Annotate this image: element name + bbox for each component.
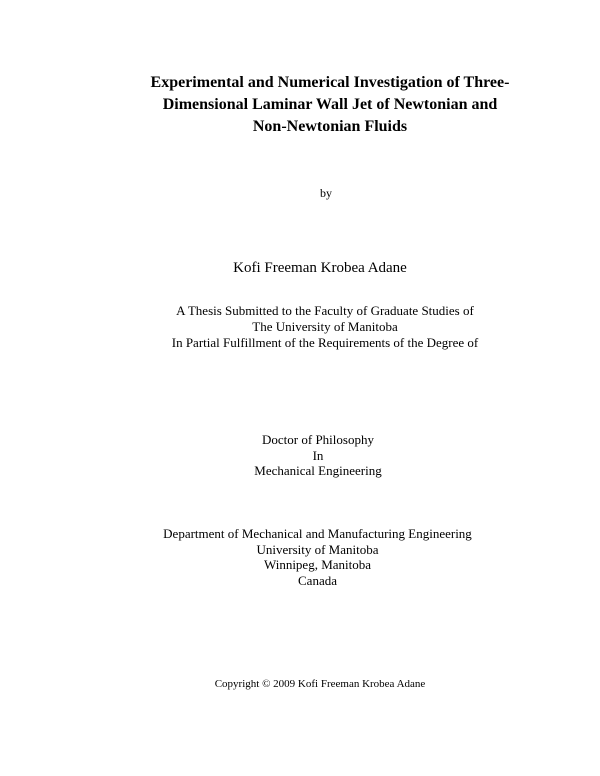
department-line: Winnipeg, Manitoba — [263, 557, 372, 572]
thesis-title-line: Experimental and Numerical Investigation of Three- — [150, 74, 510, 91]
degree-line: Mechanical Engineering — [254, 463, 382, 478]
author-name: Kofi Freeman Krobea Adane — [233, 260, 407, 276]
submission-line: The University of Manitoba — [252, 319, 398, 334]
by-label: by — [320, 186, 332, 200]
department-line: Department of Mechanical and Manufacturing Engineering — [163, 526, 472, 541]
submission-line: In Partial Fulfillment of the Requirements of the Degree of — [171, 335, 479, 350]
department-block — [130, 526, 505, 588]
copyright-notice: Copyright © 2009 Kofi Freeman Krobea Adane — [214, 678, 426, 690]
thesis-title-line: Dimensional Laminar Wall Jet of Newtonian and — [162, 96, 498, 113]
submission-line: A Thesis Submitted to the Faculty of Graduate Studies of — [176, 303, 474, 318]
degree-line: In — [312, 447, 324, 463]
thesis-title-line: Non-Newtonian Fluids — [252, 118, 408, 135]
degree-block — [218, 432, 418, 479]
department-line: University of Manitoba — [256, 541, 379, 557]
degree-line: Doctor of Philosophy — [262, 432, 374, 447]
department-line: Canada — [298, 572, 337, 588]
submission-statement — [140, 303, 510, 351]
thesis-title — [60, 72, 600, 138]
